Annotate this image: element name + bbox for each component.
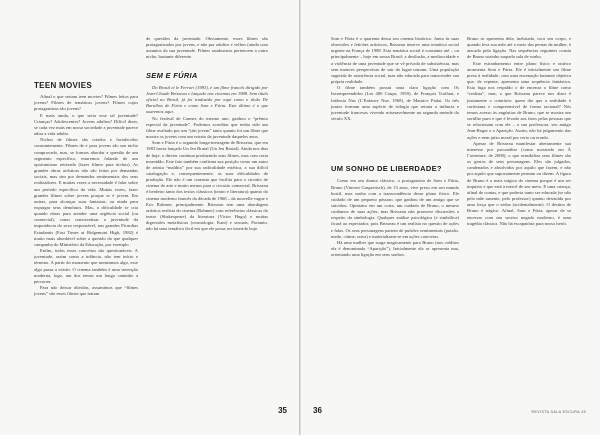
- page-number-right: 36: [313, 406, 322, 415]
- footer-publication-title: REVISTA SALA ESCURA 45: [531, 410, 586, 414]
- paragraph: E mais ainda, o que seria esse tal juventude? Crianças? Adolescentes? Jovens adultos? Difícil dizer, se cada vez mais em nossa sociedade a juventude parece adiar a vida adulta.: [34, 112, 138, 137]
- page-number-left: 35: [278, 406, 287, 415]
- paragraph: Há uma mulher que surge magicamente para Bruno (nos créditos ela é denominada “Aparição”). Inicialmente ela se apresenta nua, orientando uma ligação em seus sonhos.: [331, 239, 459, 258]
- section-heading-um-sonho-de-liberdade: UM SONHO DE LIBERDADE?: [331, 164, 442, 174]
- paragraph: Som e Fúria é o segundo longa-metragem de Brisseau, que em 1983 havia lançado Un Jeu Brutal (Un Jeu Brutal). Ainda nos dias de hoje, o diretor continua produzindo seus filmes, mas com certa mornidão. Este fato também confirma sua posição como um autor de artista “maldito” por sua radicalidade estética, a sua difícil catalogação e, consequentemente, as suas dificuldades de produção. Ele não é um cineasta que facilita para o circuito de cinema de arte e muito menos para o circuito comercial. Brisseau é herdeiro tanto dos textos clássicos (teatro e literatura) quanto do cinema moderno francês da década de 1960 – da nouvelle vague e Eric Rohmer, principalmente. Brisseau tem uma abordagem artística realista do cinema (Rohmer) com referências clássicas do teatro (Shakespeare) da literatura (Victor Hugo) e muitas digressões metafísicas (cosmologia, Kant) e sexuais. Portanto, não há uma temática fácil em que ele possa ser inserido hoje.: [146, 140, 268, 232]
- paragraph: No festival de Cannes do mesmo ano, ganhou o “prêmio especial da juventude”. Podemos acreditar que tenha sido um filme avaliado por um “júri jovem” tanto quanto foi um filme que mostra os jovens com um retrato da juventude daqueles anos.: [146, 115, 268, 140]
- right-column-2: [467, 36, 571, 227]
- paragraph: Som e Fúria é o quarenta dessa seu cinema histórico. Junto às suas obsessões e fetiches artísticos, Brisseau inserve uma temática social urgente na França de 1988. Esta temática social é constante até – ou principalmente – hoje em nossa Brasil: a desilusão, a mediocridade e a violência de uma juventude que se vê privada de subsistência, mas sem maiores perspectivas de sair do lugar-comum. Uma população sugerida de assistência social, mas não educada para transcender sua própria realidade.: [331, 36, 459, 85]
- paragraph: Afinal o que seriam teen movies? Filmes feitos para jovens? Filmes de temáticas jovens? Filmes cujos protagonistas são jovens?: [34, 94, 138, 112]
- left-column-1: [34, 83, 138, 297]
- right-column-1: [331, 36, 459, 258]
- left-column-2: [146, 36, 268, 233]
- paragraph: Do Brasil et le Ferrari (1983), é um filme francês dirigido por Jean-Claude Brisseau e lançado nos cinemas em 1988. Sem título oficial no Brasil, já foi traduzido por aqui como o título De Barulhos de Fúria e como Som e Fúria. Este último é o que usaremos aqui.: [146, 84, 268, 115]
- section-heading-som-e-furia: SEM E FÚRIA: [146, 70, 198, 80]
- paragraph: Este estranhamento entre plano físico e onírico atormenta Som e Fúria. Ele é inicialmente um filme preso à realidade, com uma encenação bastante objetiva que, de repente, apresenta uma sequência fantástica. Esta fuga nos respaldo o de encenar o filme como “realista”, mas, o que Brisseau parece nos dizer é justamente o contrário: quem diz que a realidade é cartesiana e compreensível de forma racional? Nós temos acesso às angústias de Bruno, que se mostra um sortilho puro e que é levado aos fatos pelas pessoas que se relacionam com ele – a sua professora, seu amigo Jean-Roger e a Aparição. Assim, não há julgamento das ações e nem juízo moral por certo ou errado.: [467, 60, 571, 140]
- section-heading-teen-movies: TEEN MOVIES: [34, 81, 92, 90]
- paragraph: O filme também possui uma clara ligação com Os Incompreendidos (Les 400 Coups, 1959), de François Truffaut, e Infância Nus (L’Enfance Nue, 1968), de Maurice Pialat. Os três juntos formam uma aspécie de trilogia que retrata a infância e juventude francesas vivendo miseravelmente na segunda metade do século XX.: [331, 85, 459, 122]
- paragraph: Para não deixar dúvidas, assumimos que “filmes jovens” são esses filmes que tratam: [34, 285, 138, 297]
- paragraph: Bruno se apresenta dela, inebriado, toca seu corpo, e quando leva sua mão até o meio das pernas da mulher, é atacado pela ligação. Nas sequências seguintes consta de Bruno sozinho naquela sala de sonho.: [467, 36, 571, 60]
- right-page: [301, 0, 600, 435]
- paragraph: Enfim, todos esses conceitos são questionáveis. A juventude, assim como a infância, não tem início e término. A partir do momento que nomeamos algo, esse algo passa a existir. O cinema também é uma invenção moderna, logo, um dos temas um longo caminho a percorrer.: [34, 248, 138, 284]
- paragraph: Nichos de filmes são criados e fortalecidos constantemente. Filmes de e para jovens são um nicho comprovado, mas, se formos abordar a questão de um segmento específico, estaremos falando de um oportunismo reiterado (fazer filmes para nichos). As grandes obras artísticas não são feitas por demandas sociais, mas sim por demandas sentimentais dos seus realizadores. E muitas vezes a necessidade é falar sobre um período específico da vida. Muitas vezes, fazer grandes filmes sobre jovens porque se é jovem. Em outras, para alcançar suas fantasias, ou ainda para expurgar seus demônios. Mas, a dificuldade se cria quando obras para atender uma urgência social (ou comercial), como conscientizar a juventude da importância do sexo responsável, nas grandes Picardias Estudantis (Fast Times at Ridgemont High, 1982) é muito mais abordável sobre a questão do que qualquer campanha do Ministério da Educação, por exemplo.: [34, 137, 138, 247]
- left-page: [0, 0, 299, 435]
- spacer: [331, 122, 459, 166]
- paragraph: Apesar de Brisseau manifestar abertamente sua interesse por psicanálise (como mostrado em À l’aventure, de 2008), o que sensibiliza seus filmes são os gestos de seus personagens. Eles são julgados, condenados e absolvidos por aquilo que fazem, e não por aquilo que supostamente pensam ou dizem. A figura de Bruno é a mais trágica do cinema porque é um ser inquieto e que está à mercê de seu meio. E uma criança, afinal de contas, e que poderia tanto ser educada (se não pela mãe ausente, pelo professor) quanto destruída por uma força que o seduz (acidentalmente). O destino de Bruno é trágico. Afinal, Som e Fúria, apesar de se encerrar com um sorriso negado moderno, é uma tragédia clássica. Não há escapatória para nosso herói.: [467, 140, 571, 226]
- paragraph: de questões da juventude. Obviamente, esses filmes são protagonizados por jovens, e não por adultos e velhos (ainda com assuntos da sua juventude. Filmes saudosistas pertencem a outro nicho, bastante diferente.: [146, 36, 268, 60]
- paragraph: Como em um drama clássico, o protagonista de Som e Fúria, Bruno (Vincent Gasperitsch), de 13 anos, vive preso em seu mundo hostil, mas sonha com a transcendência desse plano físico. Ele cuidado de um pequeno pássaro, que ganhou de um amigo que se suicidou. Opiniatro em um corta, um cuidado de Bruno, o mesmo cuidamos de suas ações, mas Brisseau não promove discussões a respeito da simbologia. Qualquer análise psicológica (e simbólica) ficará ao espectador, pois Brisseau é um realista no quesito de ações e falas. Os seus personagens partem de pulsões sentimentais (paixão, medo, ciúme, raiva) e materializam-se em ações concretas.: [331, 178, 459, 239]
